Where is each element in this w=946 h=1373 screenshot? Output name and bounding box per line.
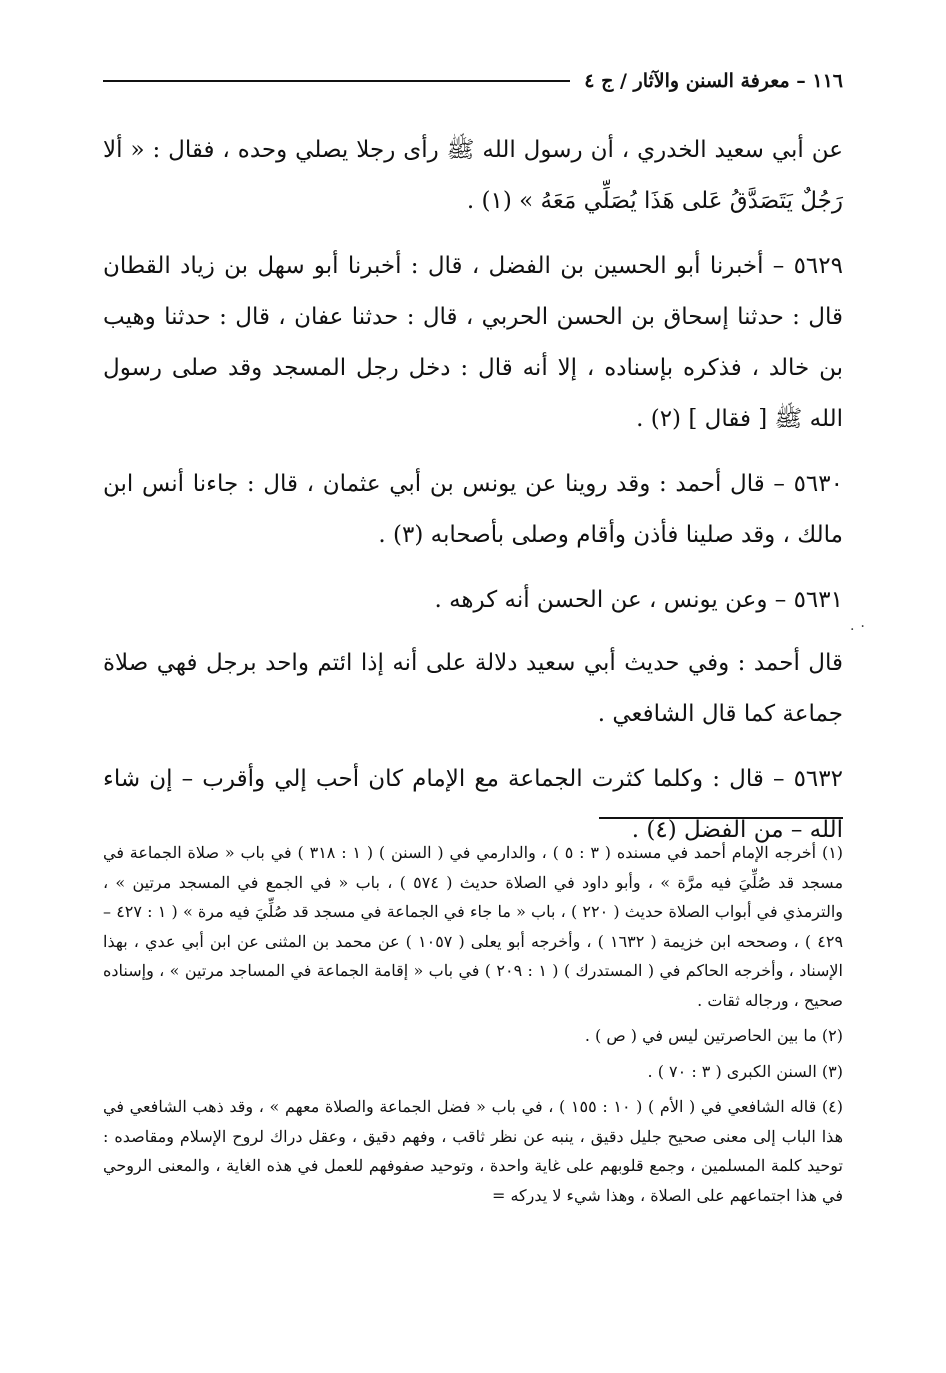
- paragraph: ٥٦٣٢ – قال : وكلما كثرت الجماعة مع الإمام كان أحب إلي وأقرب – إن شاء الله – من الفضل (٤) .: [103, 766, 843, 843]
- paragraph: ٥٦٢٩ – أخبرنا أبو الحسين بن الفضل ، قال : أخبرنا أبو سهل بن زياد القطان قال : حدثنا إسحاق بن الحسن الحربي ، قال : حدثنا عفان ، قال : حدثنا وهيب بن خالد ، فذكره بإسناده ، إلا أنه قال : دخل رجل المسجد وقد صلى رسول الله ﷺ [ فقال ] (٢) .: [103, 253, 843, 432]
- header-title: ١١٦ – معرفة السنن والآثار / ج ٤: [584, 70, 843, 92]
- paragraph: قال أحمد : وفي حديث أبي سعيد دلالة على أنه إذا ائتم واحد برجل فهي صلاة جماعة كما قال الشافعي .: [103, 650, 843, 727]
- footnote: (٣) السنن الكبرى ( ٣ : ٧٠ ) .: [647, 1061, 843, 1081]
- footnote: (١) أخرجه الإمام أحمد في مسنده ( ٣ : ٥ ) ، والدارمي في ( السنن ) ( ١ : ٣١٨ ) في باب « صلاة الجماعة في مسجد قد صُلِّيَ فيه مرَّة » ، وأبو داود في الصلاة حديث ( ٥٧٤ ) ، باب « في الجمع في المسجد مرتين » ، والترمذي في أبواب الصلاة حديث ( ٢٢٠ ) ، باب « ما جاء في الجماعة في مسجد قد صُلِّيَ فيه مرة » ( ١ : ٤٢٧ – ٤٢٩ ) ، وصححه ابن خزيمة ( ١٦٣٢ ) ، وأخرجه أبو يعلى ( ١٠٥٧ ) عن محمد بن المثنى عن ابن أبي عدي ، بهذا الإسناد ، وأخرجه الحاكم في ( المستدرك ) ( ١ : ٢٠٩ ) في باب « إقامة الجماعة في المساجد مرتين » ، وإسناده صحيح ، ورجاله ثقات .: [103, 843, 844, 1010]
- footnote-separator: [599, 817, 843, 819]
- footnote: (٤) قاله الشافعي في ( الأم ) ( ١٠ : ١٥٥ ) ، في باب « فضل الجماعة والصلاة معهم » ، وقد ذهب الشافعي في هذا الباب إلى معنى صحيح جليل دقيق ، ينبه عن نظر ثاقب ، وفهم دقيق ، وعقل دراك لروح الإسلام ومقاصده : توحيد كلمة المسلمين ، وجمع قلوبهم على غاية واحدة ، وتوحيد صفوفهم للعمل في هذه الغاية ، والمعنى الروحي في هذا اجتماعهم على الصلاة ، وهذا شيء لا يدركه =: [103, 1097, 844, 1205]
- footnote: (٢) ما بين الحاصرتين ليس في ( ص ) .: [584, 1026, 843, 1045]
- paragraph: ٥٦٣١ – وعن يونس ، عن الحسن أنه كرهه .: [434, 587, 843, 613]
- main-text: [103, 125, 843, 870]
- paragraph: عن أبي سعيد الخدري ، أن رسول الله ﷺ رأى رجلا يصلي وحده ، فقال : « ألا رَجُلٌ يَتَصَدَّقُ عَلى هَذَا يُصَلِّي مَعَهُ » (١) .: [103, 137, 843, 214]
- header-rule: [103, 80, 570, 82]
- running-header: [103, 66, 843, 96]
- footnotes: [103, 838, 843, 1216]
- margin-mark: ٠ .: [850, 618, 867, 634]
- paragraph: ٥٦٣٠ – قال أحمد : وقد روينا عن يونس بن أبي عثمان ، قال : جاءنا أنس ابن مالك ، وقد صلينا فأذن وأقام وصلى بأصحابه (٣) .: [103, 471, 843, 548]
